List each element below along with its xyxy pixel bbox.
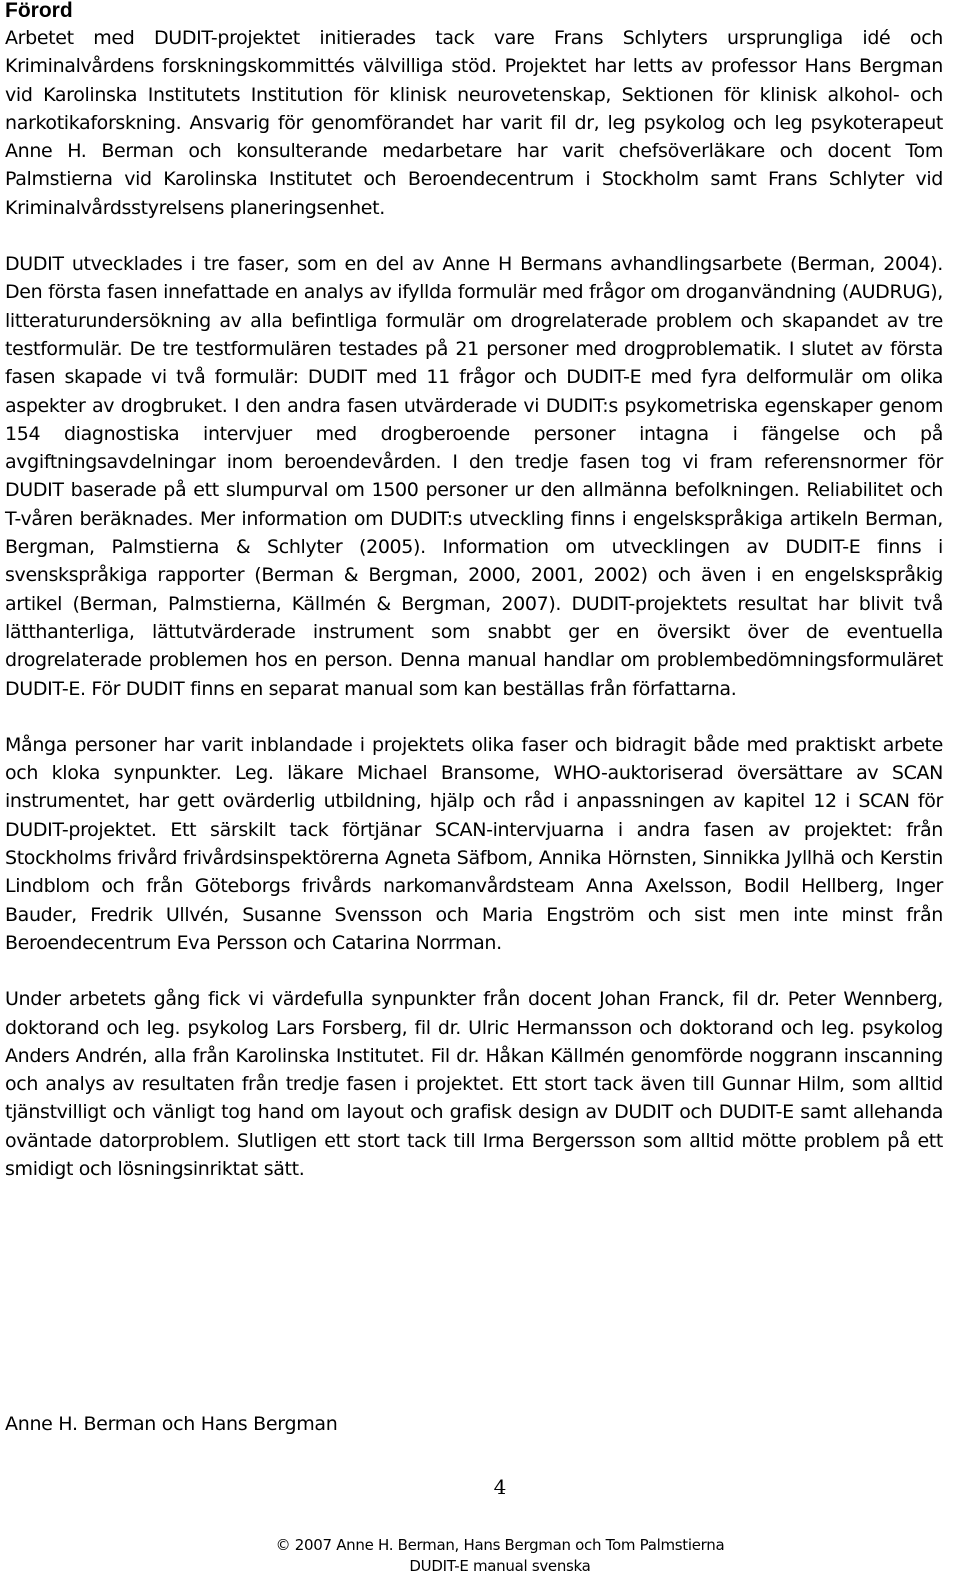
page-number: 4: [493, 1475, 507, 1499]
footer-document-title: DUDIT-E manual svenska: [409, 1557, 591, 1575]
section-heading: Förord: [5, 0, 73, 22]
paragraph-3: Många personer har varit inblandade i projektets olika faser och bidragit både med praktiskt arbete och kloka synpunkter. Leg. läkare Michael Bransome, WHO-auktoriserad översättare av SCAN instrumentet, har gett ovärderlig utbildning, hjälp och råd i anpassningen av kapitel 12 i SCAN för DUDIT-projektet. Ett särskilt tack förtjänar SCAN-intervjuarna i andra fasen av projektet: från Stockholms frivård frivårdsinspektörerna Agneta Säfbom, Annika Hörnsten, Sinnikka Jyllhä och Kerstin Lindblom och från Göteborgs frivårds narkomanvårdsteam Anna Axelsson, Bodil Hellberg, Inger Bauder, Fredrik Ullvén, Susanne Svensson och Maria Engström och sist men inte minst från Beroendecentrum Eva Persson och Catarina Norrman.: [5, 733, 943, 954]
document-page: [5, 0, 943, 1435]
paragraph-1: Arbetet med DUDIT-projektet initierades tack vare Frans Schlyters ursprungliga idé och Kriminalvårdens forskningskommittés välvilliga stöd. Projektet har letts av professor Hans Bergman vid Karolinska Institutets Institution för klinisk neurovetenskap, Sektionen för klinisk alkohol- och narkotikaforskning. Ansvarig för genomförandet har varit fil dr, leg psykolog och leg psykoterapeut Anne H. Berman och konsulterande medarbetare har varit chefsöverläkare och docent Tom Palmstierna vid Karolinska Institutet och Beroendecentrum i Stockholm samt Frans Schlyter vid Kriminalvårdsstyrelsens planeringsenhet.: [5, 27, 943, 219]
signature: Anne H. Berman och Hans Bergman: [5, 1413, 338, 1435]
paragraph-2: DUDIT utvecklades i tre faser, som en del av Anne H Bermans avhandlingsarbete (Berman, 2004). Den första fasen innefattade en analys av ifyllda formulär med frågor om droganvändning (AUDRUG), litteraturundersökning av alla befintliga formulär om drogrelaterade problem och skapandet av tre testformulär. De tre testformulären testades på 21 personer med drogproblematik. I slutet av första fasen skapade vi två formulär: DUDIT med 11 frågor och DUDIT-E med fyra delformulär om olika aspekter av drogbruket. I den andra fasen utvärderade vi DUDIT:s psykometriska egenskaper genom 154 diagnostiska intervjuer med drogberoende personer intagna i fängelse och på avgiftningsavdelningar inom beroendevården. I den tredje fasen tog vi fram referensnormer för DUDIT baserade på ett slumpurval om 1500 personer ur den allmänna befolkningen. Reliabilitet och T-våren beräknades. Mer information om DUDIT:s utveckling finns i engelskspråkiga artikeln Berman, Bergman, Palmstierna & Schlyter (2005). Information om utvecklingen av DUDIT-E finns i svenskspråkiga rapporter (Berman & Bergman, 2000, 2001, 2002) och även i en engelskspråkig artikel (Berman, Palmstierna, Källmén & Bergman, 2007). DUDIT-projektets resultat har blivit två lätthanterliga, lättutvärderade instrument som snabbt ger en översikt över de eventuella drogrelaterade problemen hos en person. Denna manual handlar om problembedömningsformuläret DUDIT-E. För DUDIT finns en separat manual som kan beställas från författarna.: [5, 253, 943, 700]
footer-copyright: © 2007 Anne H. Berman, Hans Bergman och Tom Palmstierna: [275, 1536, 725, 1554]
paragraph-4: Under arbetets gång fick vi värdefulla synpunkter från docent Johan Franck, fil dr. Peter Wennberg, doktorand och leg. psykolog Lars Forsberg, fil dr. Ulric Hermansson och doktorand och leg. psykolog Anders Andrén, alla från Karolinska Institutet. Fil dr. Håkan Källmén genomförde noggrann inscanning och analys av resultaten från tredje fasen i projektet. Ett stort tack även till Gunnar Hilm, som alltid tjänstvilligt och vänligt tog hand om layout och grafisk design av DUDIT och DUDIT-E samt allehanda oväntade datorproblem. Slutligen ett stort tack till Irma Bergersson som alltid mötte problem på ett smidigt och lösningsinriktat sätt.: [5, 988, 943, 1180]
